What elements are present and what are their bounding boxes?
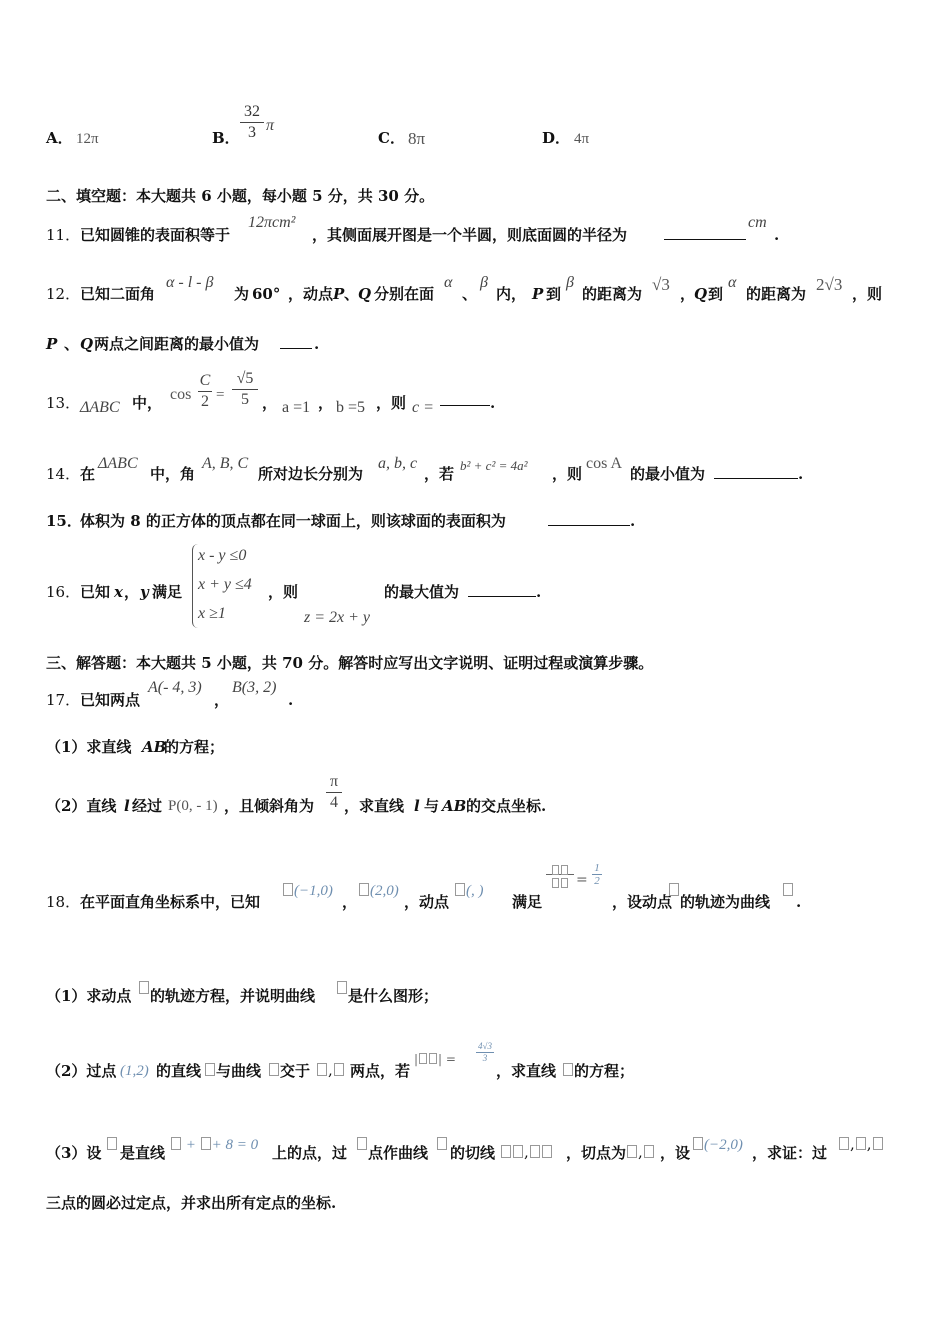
- q18-p1-text-b: 的轨迹方程，并说明曲线: [150, 987, 316, 1005]
- q18-placeholder-c: [782, 880, 794, 900]
- q13-c-denominator: 2: [201, 393, 209, 410]
- q18-p3-placeholder-p: [106, 1134, 118, 1154]
- q18-p3-placeholder-c: [436, 1134, 448, 1154]
- q13-answer-blank[interactable]: [440, 393, 490, 406]
- q18-text-1: 在平面直角坐标系中，已知: [80, 893, 261, 911]
- q12-line2-sep: 、: [64, 335, 80, 353]
- q12-text-8: 的距离为: [582, 285, 643, 303]
- q17-point-b: B(3, 2): [232, 679, 277, 696]
- q16-end: .: [536, 583, 542, 601]
- q18-p3-text-g: ，设: [660, 1144, 691, 1162]
- option-d-value: 4π: [574, 131, 590, 147]
- q18-p3-tangent-points: ,: [626, 1142, 655, 1162]
- q16-constraint-1: x - y ≤0: [198, 547, 247, 564]
- q18-p2-text-d: 交于: [280, 1062, 311, 1080]
- q18-ratio-rhs: [592, 862, 602, 887]
- q17-p2-text-c: ，且倾斜角为: [224, 797, 315, 815]
- q18-p3-point: [692, 1134, 743, 1155]
- q18-p3-text: （3）设: [46, 1144, 102, 1162]
- q18-ratio-eq: =: [576, 872, 588, 888]
- q18-p3-line: + + 8 = 0: [170, 1134, 258, 1155]
- q18-p3-tangents: ,: [500, 1142, 553, 1162]
- q12-beta: β: [480, 274, 488, 291]
- q16-text-2: 满足: [152, 583, 183, 601]
- q18-text-4: ，设动点: [612, 893, 673, 911]
- q16-text-4: 的最大值为: [384, 583, 460, 601]
- q18-placeholder-m: [455, 883, 465, 896]
- q18-p3-three-points: , ,: [838, 1134, 884, 1154]
- q12-beta2: β: [566, 274, 574, 291]
- q18-text-3: 满足: [512, 893, 543, 911]
- q12-answer-blank[interactable]: [280, 334, 312, 349]
- q18-placeholder-b: [359, 883, 369, 896]
- q18-p2-placeholder-ab: ,: [316, 1060, 345, 1080]
- section-3-heading: 三、解答题：本大题共 5 小题，共 70 分。解答时应写出文字说明、证明过程或演算步骤。: [46, 654, 654, 672]
- q18-p3-line-eq: + 8 = 0: [211, 1137, 259, 1153]
- q13-sqrt5-over-5: [232, 369, 258, 410]
- option-a-value: 12π: [76, 131, 99, 147]
- q13-five: 5: [241, 391, 249, 408]
- q12-dihedral: α - l - β: [166, 274, 214, 291]
- q17-p2-text-e: 与: [424, 797, 440, 815]
- q18-p1-text-c: 是什么图形；: [348, 987, 439, 1005]
- q16-constraint-3: x ≥1: [198, 605, 226, 622]
- q13-c-over-2: [198, 371, 212, 412]
- q18-p2-placeholder-l2: [562, 1060, 574, 1080]
- q12-line2-text: 两点之间距离的最小值为: [94, 335, 260, 353]
- q13-text-1: 中，: [132, 394, 163, 412]
- q12-text-3: ，动点: [288, 285, 334, 303]
- q13-c: c =: [412, 399, 434, 416]
- q16-y: y: [140, 583, 149, 601]
- section-2-heading: 二、填空题：本大题共 6 小题，每小题 5 分，共 30 分。: [46, 187, 435, 205]
- q16-comma: ，: [124, 583, 140, 601]
- q17-point-a: A(- 4, 3): [148, 679, 202, 696]
- q17-p2-angle: [326, 772, 342, 813]
- q14-cos-a: cos A: [586, 455, 622, 472]
- q16-answer-blank[interactable]: [468, 582, 536, 597]
- q13-text-4: ，则: [376, 394, 407, 412]
- q18-p2-text: （2）过点: [46, 1062, 117, 1080]
- option-b-numerator: 32: [240, 102, 264, 123]
- q12-alpha: α: [444, 274, 453, 291]
- q18-placeholder-a: [283, 883, 293, 896]
- q12-angle: 60°: [252, 285, 281, 303]
- q12-line2-q: Q: [80, 335, 94, 353]
- q18-p2-point: (1,2): [120, 1063, 149, 1079]
- option-b-fraction: [240, 102, 264, 143]
- q16-constraint-2: x + y ≤4: [198, 576, 252, 593]
- q14-angles: A, B, C: [202, 455, 249, 472]
- q17-p2-text-b: 经过: [132, 797, 163, 815]
- q17-comma: ，: [214, 691, 230, 709]
- q18-point-a-coords: (−1,0): [294, 883, 333, 899]
- option-b-denominator: 3: [248, 124, 256, 141]
- q17-p1-end: 的方程；: [164, 738, 225, 756]
- q12-text-4: 分别在面: [374, 285, 435, 303]
- q18-p1-placeholder-c: [336, 978, 348, 998]
- q12-alpha2: α: [728, 274, 737, 291]
- q14-end: .: [798, 465, 804, 483]
- q18-point-b: [358, 880, 399, 901]
- q12-q2: Q: [694, 285, 708, 303]
- q18-p2-placeholder-c: [268, 1060, 280, 1080]
- q12-text-10: 到: [708, 285, 724, 303]
- q16-text-1: 已知: [80, 583, 111, 601]
- q17-p2-l: l: [124, 797, 130, 815]
- q11-area: 12πcm²: [248, 214, 296, 231]
- q17-p2-text-d: ，求直线: [344, 797, 405, 815]
- q18-comma: ，: [342, 893, 358, 911]
- q17-p2-text: （2）直线: [46, 797, 117, 815]
- q17-p2-text-f: 的交点坐标.: [466, 797, 547, 815]
- option-b-label: B．: [212, 129, 240, 147]
- q18-p3-placeholder-p2: [356, 1134, 368, 1154]
- q15-end: .: [630, 512, 636, 530]
- q12-text-11: 的距离为: [746, 285, 807, 303]
- q18-p3-text-c: 上的点，过: [272, 1144, 348, 1162]
- q14-text-4: ，则: [552, 465, 583, 483]
- q14-number: 14．: [46, 465, 81, 483]
- q12-p: P: [333, 285, 345, 303]
- q18-p1-text: （1）求动点: [46, 987, 132, 1005]
- q14-condition: b² + c² = 4a²: [460, 458, 528, 473]
- q18-text-2: ，动点: [404, 893, 450, 911]
- q17-p2-l2: l: [414, 797, 420, 815]
- q17-p2-four: 4: [330, 794, 338, 811]
- q12-text-1: 已知二面角: [80, 285, 156, 303]
- q18-p2-text-c: 与曲线: [216, 1062, 262, 1080]
- q15-answer-blank[interactable]: [548, 511, 630, 526]
- q18-ratio-den: 2: [594, 875, 600, 887]
- q13-end: .: [490, 394, 496, 412]
- option-c-label: C．: [378, 129, 405, 147]
- q13-c-numerator: C: [198, 371, 212, 392]
- q18-text-5: 的轨迹为曲线: [680, 893, 771, 911]
- q18-p3-text-d: 点作曲线: [368, 1144, 429, 1162]
- q14-text-1: 中，角: [150, 465, 196, 483]
- q18-p2-length: [476, 1041, 494, 1064]
- q18-p3-text-i: 三点的圆必过定点，并求出所有定点的坐标.: [46, 1194, 337, 1212]
- q14-text-3: ，若: [424, 465, 455, 483]
- q12-text-9: ，: [680, 285, 696, 303]
- q17-p2-pi: π: [326, 772, 342, 793]
- q18-p3-text-f: ，切点为: [566, 1144, 627, 1162]
- q17-end: .: [288, 691, 294, 709]
- q12-text-5: 、: [462, 285, 478, 303]
- q18-p2-text-e: 两点，若: [350, 1062, 411, 1080]
- q12-line2-p: P: [46, 335, 58, 353]
- q18-p3-text-e: 的切线: [450, 1144, 496, 1162]
- q13-text-3: ，: [318, 394, 334, 412]
- q11-text-1: 已知圆锥的表面积等于: [80, 226, 231, 244]
- q15-number: 15．: [46, 512, 82, 530]
- q18-end: .: [796, 893, 802, 911]
- q17-p1-text: （1）求直线: [46, 738, 132, 756]
- q18-point-m-coords: (, ): [466, 883, 484, 899]
- q12-p2: P: [532, 285, 544, 303]
- q12-line2-end: .: [314, 335, 320, 353]
- q12-text-2: 为: [234, 285, 250, 303]
- q13-number: 13．: [46, 394, 81, 412]
- q18-p3-point-coords: (−2,0): [704, 1137, 743, 1153]
- q12-2sqrt3: 2√3: [816, 275, 843, 294]
- q17-number: 17．: [46, 691, 81, 709]
- q17-p1-ab: AB: [142, 738, 167, 756]
- q14-triangle: ΔABC: [98, 455, 138, 472]
- q12-q: Q: [358, 285, 372, 303]
- q17-p2-ab: AB: [442, 797, 467, 815]
- q16-text-3: ，则: [268, 583, 299, 601]
- q13-triangle: ΔABC: [80, 399, 120, 416]
- q11-number: 11．: [46, 226, 81, 244]
- q13-a: a =1: [282, 399, 311, 416]
- q18-p2-length-den: 3: [482, 1053, 488, 1063]
- q18-p2-abs: | | =: [414, 1052, 456, 1066]
- q18-ratio-num: 1: [592, 862, 602, 875]
- q14-text-0: 在: [80, 465, 96, 483]
- q11-text-2: ，其侧面展开图是一个半圆，则底面圆的半径为: [312, 226, 628, 244]
- option-b-pi: π: [266, 117, 275, 134]
- q18-placeholder-m2: [668, 880, 680, 900]
- q18-p2-placeholder-l: [204, 1060, 216, 1080]
- q18-p3-text-b: 是直线: [120, 1144, 166, 1162]
- q14-sides: a, b, c: [378, 455, 418, 472]
- q13-text-2: ，: [262, 394, 278, 412]
- q18-number: 18．: [46, 893, 81, 911]
- q11-answer-blank[interactable]: [664, 225, 746, 240]
- q18-p2-length-num: 4√3: [476, 1041, 494, 1053]
- option-a-label: A．: [46, 129, 73, 147]
- q18-point-b-coords: (2,0): [370, 883, 399, 899]
- option-c-value: 8π: [408, 129, 426, 148]
- q13-cos: cos: [170, 386, 192, 403]
- q11-unit: cm: [748, 214, 767, 231]
- q18-p1-placeholder-m: [138, 978, 150, 998]
- q12-sqrt3: √3: [652, 275, 670, 294]
- q14-text-5: 的最小值为: [630, 465, 706, 483]
- q12-text-6: 内，: [496, 285, 527, 303]
- q14-text-2: 所对边长分别为: [258, 465, 364, 483]
- q12-sep: 、: [344, 285, 360, 303]
- q18-p3-text-h: ，求证：过: [752, 1144, 828, 1162]
- q18-point-m: [454, 880, 484, 901]
- q14-answer-blank[interactable]: [714, 464, 798, 479]
- q12-number: 12．: [46, 285, 81, 303]
- q12-text-12: ，则: [852, 285, 883, 303]
- q12-text-7: 到: [546, 285, 562, 303]
- q13-sqrt5: √5: [232, 369, 258, 390]
- q18-p2-text-b: 的直线: [156, 1062, 202, 1080]
- q11-end: .: [774, 226, 780, 244]
- q17-text-1: 已知两点: [80, 691, 141, 709]
- q18-p2-text-f: ，求直线: [496, 1062, 557, 1080]
- q13-b: b =5: [336, 399, 366, 416]
- q16-number: 16．: [46, 583, 81, 601]
- q17-p2-point: P(0, - 1): [168, 798, 218, 814]
- q16-x: x: [114, 583, 123, 601]
- q18-point-a: [282, 880, 333, 901]
- q18-ratio-lhs: [546, 862, 574, 887]
- option-d-label: D．: [542, 129, 571, 147]
- q15-text: 体积为 8 的正方体的顶点都在同一球面上，则该球面的表面积为: [80, 512, 506, 530]
- q16-objective: z = 2x + y: [304, 609, 371, 626]
- q13-eq: =: [216, 387, 225, 403]
- q18-p2-text-g: 的方程；: [574, 1062, 635, 1080]
